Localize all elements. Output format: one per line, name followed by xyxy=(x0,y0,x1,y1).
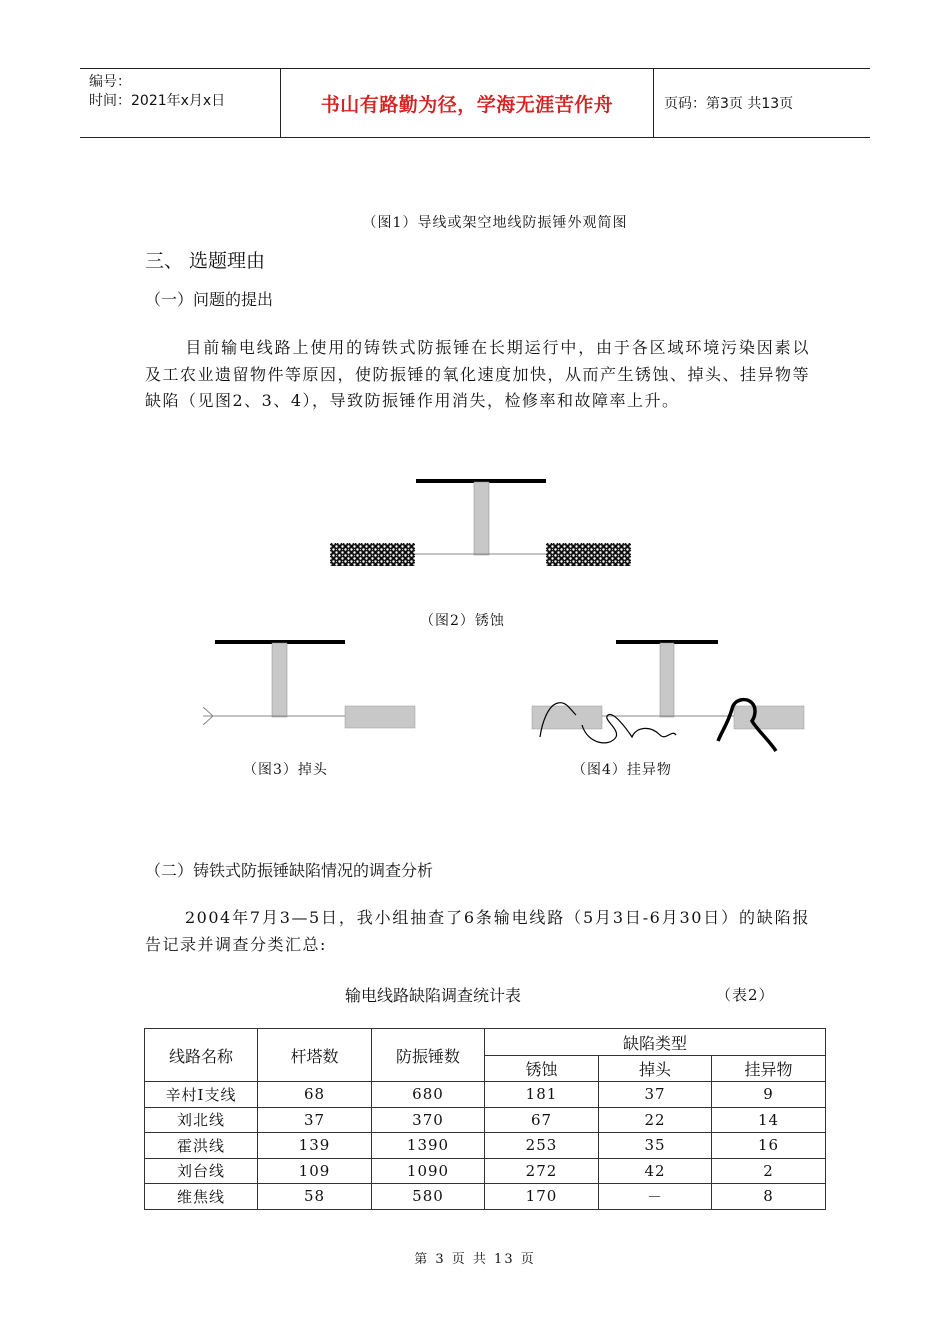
paragraph-1 xyxy=(145,335,810,415)
cell-dampers: 370 xyxy=(372,1107,485,1133)
fig3-weight xyxy=(345,706,415,728)
section3-title: 三、 选题理由 xyxy=(145,250,266,272)
table-row xyxy=(145,1184,826,1210)
cell-dampers: 1090 xyxy=(372,1158,485,1184)
document-header xyxy=(80,68,870,138)
page-footer: 第 3 页 共 13 页 xyxy=(414,1252,536,1267)
cell-line-name: 辛村Ⅰ支线 xyxy=(145,1082,258,1108)
fig3-clamp xyxy=(272,643,287,717)
table-title: 输电线路缺陷调查统计表 xyxy=(345,986,522,1005)
cell-drop: 37 xyxy=(599,1082,712,1108)
cell-rust: 272 xyxy=(485,1158,599,1184)
header-motto: 书山有路勤为径，学海无涯苦作舟 xyxy=(320,93,614,116)
fig1-caption: （图1）导线或架空地线防振锤外观简图 xyxy=(362,215,628,231)
th-dampers: 防振锤数 xyxy=(372,1029,485,1082)
cell-line-name: 霍洪线 xyxy=(145,1133,258,1159)
cell-dampers: 680 xyxy=(372,1082,485,1108)
header-meta xyxy=(80,69,281,137)
cell-towers: 109 xyxy=(258,1158,372,1184)
cell-drop: － xyxy=(599,1184,712,1210)
cell-foreign: 9 xyxy=(712,1082,826,1108)
fig2-rust-diagram xyxy=(320,470,640,580)
sub2-title: （二）铸铁式防振锤缺陷情况的调查分析 xyxy=(145,861,434,880)
number-label: 编号： xyxy=(89,74,131,90)
fig2-rusted-weight-left xyxy=(330,543,415,566)
table-header-row-1 xyxy=(145,1029,826,1056)
cell-foreign: 8 xyxy=(712,1184,826,1210)
fig3-caption: （图3）掉头 xyxy=(243,762,328,778)
fig2-caption: （图2）锈蚀 xyxy=(420,613,505,629)
cell-towers: 37 xyxy=(258,1107,372,1133)
table-row xyxy=(145,1082,826,1108)
header-page-cell xyxy=(654,69,870,137)
cell-drop: 22 xyxy=(599,1107,712,1133)
cell-line-name: 刘北线 xyxy=(145,1107,258,1133)
cell-towers: 139 xyxy=(258,1133,372,1159)
cell-rust: 67 xyxy=(485,1107,599,1133)
sub1-title: （一）问题的提出 xyxy=(145,290,274,309)
cell-towers: 58 xyxy=(258,1184,372,1210)
fig4-weight-right xyxy=(734,706,804,729)
th-towers: 杆塔数 xyxy=(258,1029,372,1082)
cell-dampers: 580 xyxy=(372,1184,485,1210)
table-row xyxy=(145,1133,826,1159)
cell-dampers: 1390 xyxy=(372,1133,485,1159)
fig3-drop-diagram xyxy=(195,635,425,735)
table-row xyxy=(145,1107,826,1133)
cell-drop: 42 xyxy=(599,1158,712,1184)
cell-foreign: 16 xyxy=(712,1133,826,1159)
fig2-clamp xyxy=(474,482,489,555)
table-ref: （表2） xyxy=(716,986,775,1004)
cell-rust: 170 xyxy=(485,1184,599,1210)
th-rust: 锈蚀 xyxy=(485,1056,599,1082)
fig2-rusted-weight-right xyxy=(546,543,631,566)
cell-rust: 253 xyxy=(485,1133,599,1159)
defect-stats-table xyxy=(144,1028,826,1210)
fig4-foreign-diagram xyxy=(520,635,815,755)
cell-foreign: 14 xyxy=(712,1107,826,1133)
cell-rust: 181 xyxy=(485,1082,599,1108)
cell-towers: 68 xyxy=(258,1082,372,1108)
th-defect-type: 缺陷类型 xyxy=(485,1029,826,1056)
th-drop: 掉头 xyxy=(599,1056,712,1082)
paragraph-2 xyxy=(145,905,810,958)
cell-line-name: 维焦线 xyxy=(145,1184,258,1210)
th-line-name: 线路名称 xyxy=(145,1029,258,1082)
paragraph-1-text: 目前输电线路上使用的铸铁式防振锤在长期运行中，由于各区域环境污染因素以及工农业遗留物件等原因，使防振锤的氧化速度加快，从而产生锈蚀、掉头、挂异物等缺陷（见图2、3、4），导致防振锤作用消失，检修率和故障率上升。 xyxy=(145,338,811,410)
header-motto-cell xyxy=(281,69,654,137)
cell-foreign: 2 xyxy=(712,1158,826,1184)
time-label: 时间：2021年x月x日 xyxy=(89,93,226,109)
table-row xyxy=(145,1158,826,1184)
cell-drop: 35 xyxy=(599,1133,712,1159)
page-label: 页码：第3页 共13页 xyxy=(664,96,794,112)
paragraph-2-text: 2004年7月3—5日，我小组抽查了6条输电线路（5月3日-6月30日）的缺陷报告记录并调查分类汇总: xyxy=(145,908,810,954)
cell-line-name: 刘台线 xyxy=(145,1158,258,1184)
fig4-caption: （图4）挂异物 xyxy=(572,762,672,778)
th-foreign: 挂异物 xyxy=(712,1056,826,1082)
fig4-clamp xyxy=(660,643,674,717)
